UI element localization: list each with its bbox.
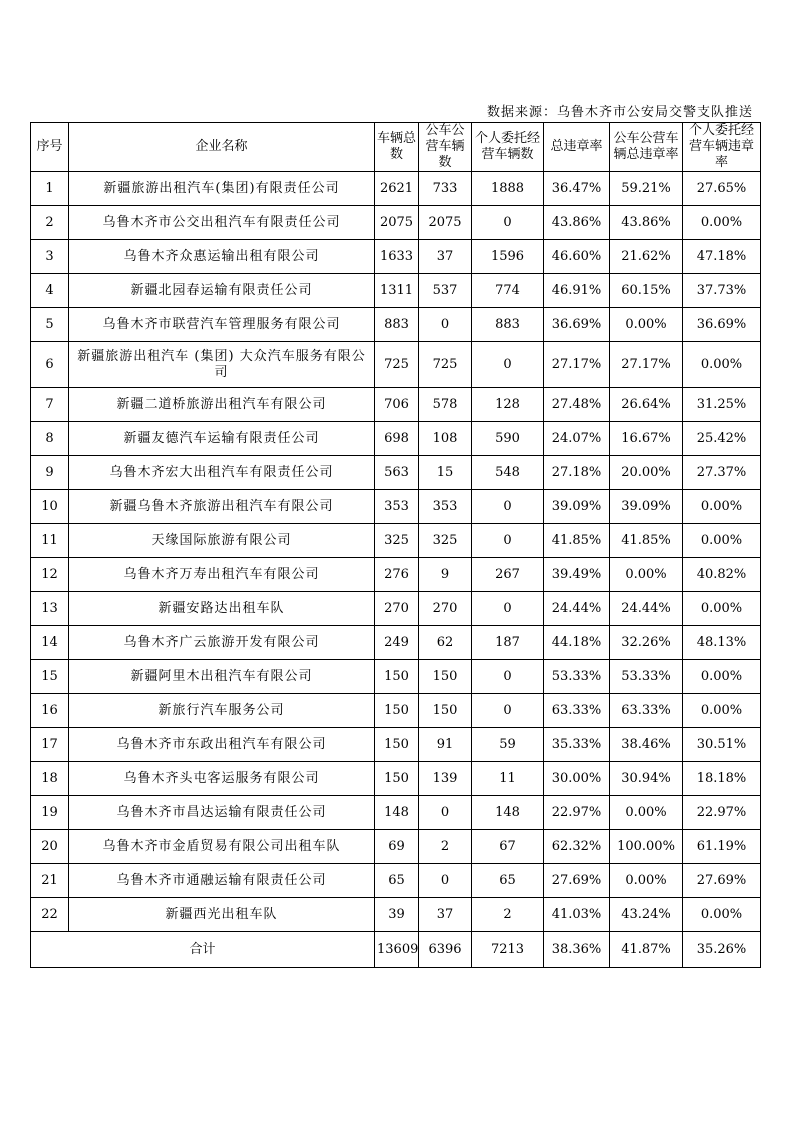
cell-individual-violation-rate: 27.65% [683, 172, 761, 206]
cell-company-violation-rate: 39.09% [610, 490, 683, 524]
cell-individual-violation-rate: 0.00% [683, 206, 761, 240]
cell-total-violation-rate: 30.00% [544, 762, 610, 796]
total-vehicles: 13609 [375, 932, 419, 968]
cell-company-operated: 0 [419, 308, 472, 342]
cell-total-vehicles: 325 [375, 524, 419, 558]
cell-individual-operated: 128 [472, 388, 544, 422]
cell-company-violation-rate: 59.21% [610, 172, 683, 206]
cell-company-name: 新疆北园春运输有限责任公司 [69, 274, 375, 308]
cell-company-name: 新疆旅游出租汽车 (集团) 大众汽车服务有限公司 [69, 342, 375, 388]
header-company-operated: 公车公营车辆数 [419, 123, 472, 172]
cell-total-vehicles: 39 [375, 898, 419, 932]
cell-company-name: 乌鲁木齐市通融运输有限责任公司 [69, 864, 375, 898]
cell-index: 3 [31, 240, 69, 274]
table-row [31, 388, 761, 422]
cell-company-operated: 150 [419, 694, 472, 728]
cell-index: 22 [31, 898, 69, 932]
cell-company-name: 新疆二道桥旅游出租汽车有限公司 [69, 388, 375, 422]
cell-company-name: 乌鲁木齐市联营汽车管理服务有限公司 [69, 308, 375, 342]
cell-total-violation-rate: 36.69% [544, 308, 610, 342]
cell-company-operated: 578 [419, 388, 472, 422]
table-row [31, 796, 761, 830]
cell-index: 13 [31, 592, 69, 626]
cell-company-name: 新疆友德汽车运输有限责任公司 [69, 422, 375, 456]
cell-individual-operated: 0 [472, 660, 544, 694]
cell-company-violation-rate: 26.64% [610, 388, 683, 422]
cell-individual-violation-rate: 48.13% [683, 626, 761, 660]
cell-total-vehicles: 706 [375, 388, 419, 422]
header-index: 序号 [31, 123, 69, 172]
table-row [31, 830, 761, 864]
table-row [31, 660, 761, 694]
cell-total-vehicles: 276 [375, 558, 419, 592]
table-row [31, 490, 761, 524]
table-row [31, 728, 761, 762]
cell-individual-violation-rate: 0.00% [683, 342, 761, 388]
cell-individual-operated: 148 [472, 796, 544, 830]
table-row [31, 694, 761, 728]
cell-total-violation-rate: 62.32% [544, 830, 610, 864]
cell-company-operated: 37 [419, 240, 472, 274]
cell-total-violation-rate: 35.33% [544, 728, 610, 762]
cell-total-violation-rate: 36.47% [544, 172, 610, 206]
cell-index: 19 [31, 796, 69, 830]
table-total-row [31, 932, 761, 968]
cell-individual-violation-rate: 36.69% [683, 308, 761, 342]
cell-index: 21 [31, 864, 69, 898]
cell-individual-operated: 267 [472, 558, 544, 592]
table-row [31, 524, 761, 558]
cell-individual-operated: 187 [472, 626, 544, 660]
cell-company-name: 新疆旅游出租汽车(集团)有限责任公司 [69, 172, 375, 206]
cell-company-name: 新旅行汽车服务公司 [69, 694, 375, 728]
cell-individual-violation-rate: 25.42% [683, 422, 761, 456]
cell-company-name: 乌鲁木齐市昌达运输有限责任公司 [69, 796, 375, 830]
cell-index: 10 [31, 490, 69, 524]
table-row [31, 592, 761, 626]
table-row [31, 342, 761, 388]
cell-company-violation-rate: 53.33% [610, 660, 683, 694]
cell-index: 12 [31, 558, 69, 592]
cell-individual-violation-rate: 0.00% [683, 694, 761, 728]
cell-total-vehicles: 1311 [375, 274, 419, 308]
cell-index: 20 [31, 830, 69, 864]
cell-total-vehicles: 150 [375, 728, 419, 762]
cell-individual-operated: 2 [472, 898, 544, 932]
cell-total-vehicles: 270 [375, 592, 419, 626]
cell-index: 8 [31, 422, 69, 456]
cell-company-name: 乌鲁木齐万寿出租汽车有限公司 [69, 558, 375, 592]
cell-total-vehicles: 2075 [375, 206, 419, 240]
cell-company-operated: 2075 [419, 206, 472, 240]
cell-individual-operated: 0 [472, 694, 544, 728]
cell-company-violation-rate: 21.62% [610, 240, 683, 274]
cell-index: 9 [31, 456, 69, 490]
cell-company-operated: 9 [419, 558, 472, 592]
cell-company-violation-rate: 60.15% [610, 274, 683, 308]
cell-company-violation-rate: 0.00% [610, 864, 683, 898]
cell-total-violation-rate: 27.69% [544, 864, 610, 898]
cell-company-violation-rate: 38.46% [610, 728, 683, 762]
cell-company-violation-rate: 32.26% [610, 626, 683, 660]
header-company-name: 企业名称 [69, 123, 375, 172]
cell-company-operated: 733 [419, 172, 472, 206]
cell-total-vehicles: 150 [375, 762, 419, 796]
cell-company-name: 乌鲁木齐宏大出租汽车有限责任公司 [69, 456, 375, 490]
cell-company-violation-rate: 43.86% [610, 206, 683, 240]
cell-company-operated: 150 [419, 660, 472, 694]
cell-company-violation-rate: 27.17% [610, 342, 683, 388]
cell-individual-operated: 11 [472, 762, 544, 796]
cell-total-vehicles: 725 [375, 342, 419, 388]
table-row [31, 626, 761, 660]
table-row [31, 172, 761, 206]
cell-total-vehicles: 150 [375, 660, 419, 694]
cell-individual-operated: 65 [472, 864, 544, 898]
cell-total-violation-rate: 41.03% [544, 898, 610, 932]
cell-individual-operated: 1888 [472, 172, 544, 206]
cell-index: 1 [31, 172, 69, 206]
cell-individual-violation-rate: 37.73% [683, 274, 761, 308]
cell-company-violation-rate: 63.33% [610, 694, 683, 728]
header-individual-operated: 个人委托经营车辆数 [472, 123, 544, 172]
cell-individual-violation-rate: 0.00% [683, 490, 761, 524]
cell-total-vehicles: 2621 [375, 172, 419, 206]
cell-company-violation-rate: 0.00% [610, 558, 683, 592]
cell-company-operated: 0 [419, 796, 472, 830]
cell-total-violation-rate: 46.91% [544, 274, 610, 308]
cell-index: 14 [31, 626, 69, 660]
header-company-violation-rate: 公车公营车辆总违章率 [610, 123, 683, 172]
cell-company-name: 乌鲁木齐众惠运输出租有限公司 [69, 240, 375, 274]
cell-individual-violation-rate: 30.51% [683, 728, 761, 762]
cell-company-operated: 0 [419, 864, 472, 898]
cell-total-vehicles: 249 [375, 626, 419, 660]
cell-company-name: 天缘国际旅游有限公司 [69, 524, 375, 558]
cell-company-name: 乌鲁木齐市金盾贸易有限公司出租车队 [69, 830, 375, 864]
cell-company-operated: 537 [419, 274, 472, 308]
cell-company-operated: 325 [419, 524, 472, 558]
table-row [31, 206, 761, 240]
table-row [31, 240, 761, 274]
table-row [31, 898, 761, 932]
cell-total-violation-rate: 39.49% [544, 558, 610, 592]
cell-company-operated: 353 [419, 490, 472, 524]
cell-total-violation-rate: 24.07% [544, 422, 610, 456]
cell-total-vehicles: 148 [375, 796, 419, 830]
cell-individual-violation-rate: 0.00% [683, 660, 761, 694]
cell-individual-violation-rate: 18.18% [683, 762, 761, 796]
cell-individual-operated: 59 [472, 728, 544, 762]
cell-individual-violation-rate: 0.00% [683, 592, 761, 626]
total-company-operated: 6396 [419, 932, 472, 968]
cell-index: 6 [31, 342, 69, 388]
cell-company-violation-rate: 16.67% [610, 422, 683, 456]
table-header-row [31, 123, 761, 172]
cell-total-vehicles: 1633 [375, 240, 419, 274]
cell-total-violation-rate: 27.17% [544, 342, 610, 388]
cell-individual-violation-rate: 40.82% [683, 558, 761, 592]
cell-company-name: 新疆安路达出租车队 [69, 592, 375, 626]
table-row [31, 308, 761, 342]
cell-total-vehicles: 65 [375, 864, 419, 898]
cell-company-violation-rate: 41.85% [610, 524, 683, 558]
cell-total-violation-rate: 22.97% [544, 796, 610, 830]
cell-individual-operated: 590 [472, 422, 544, 456]
cell-company-name: 乌鲁木齐市东政出租汽车有限公司 [69, 728, 375, 762]
cell-company-operated: 62 [419, 626, 472, 660]
cell-individual-operated: 0 [472, 206, 544, 240]
total-violation-rate: 38.36% [544, 932, 610, 968]
table-row [31, 864, 761, 898]
table-row [31, 558, 761, 592]
header-individual-violation-rate: 个人委托经营车辆违章率 [683, 123, 761, 172]
cell-company-violation-rate: 20.00% [610, 456, 683, 490]
cell-individual-operated: 774 [472, 274, 544, 308]
cell-total-violation-rate: 63.33% [544, 694, 610, 728]
cell-company-name: 新疆阿里木出租汽车有限公司 [69, 660, 375, 694]
cell-individual-operated: 67 [472, 830, 544, 864]
cell-total-violation-rate: 53.33% [544, 660, 610, 694]
cell-index: 18 [31, 762, 69, 796]
cell-company-name: 乌鲁木齐市公交出租汽车有限责任公司 [69, 206, 375, 240]
cell-index: 2 [31, 206, 69, 240]
data-source-note: 数据来源：乌鲁木齐市公安局交警支队推送 [486, 105, 753, 120]
cell-total-violation-rate: 41.85% [544, 524, 610, 558]
cell-company-name: 新疆乌鲁木齐旅游出租汽车有限公司 [69, 490, 375, 524]
cell-company-operated: 725 [419, 342, 472, 388]
cell-company-violation-rate: 100.00% [610, 830, 683, 864]
cell-company-violation-rate: 30.94% [610, 762, 683, 796]
cell-individual-operated: 0 [472, 490, 544, 524]
cell-individual-operated: 0 [472, 342, 544, 388]
cell-individual-operated: 0 [472, 524, 544, 558]
cell-index: 11 [31, 524, 69, 558]
table-row [31, 422, 761, 456]
cell-individual-violation-rate: 0.00% [683, 898, 761, 932]
cell-individual-violation-rate: 61.19% [683, 830, 761, 864]
cell-company-operated: 91 [419, 728, 472, 762]
cell-total-violation-rate: 44.18% [544, 626, 610, 660]
cell-individual-operated: 883 [472, 308, 544, 342]
cell-total-violation-rate: 39.09% [544, 490, 610, 524]
cell-total-violation-rate: 43.86% [544, 206, 610, 240]
cell-company-name: 新疆西光出租车队 [69, 898, 375, 932]
total-label: 合计 [31, 932, 375, 968]
cell-total-vehicles: 353 [375, 490, 419, 524]
table-row [31, 762, 761, 796]
cell-company-operated: 15 [419, 456, 472, 490]
header-total-violation-rate: 总违章率 [544, 123, 610, 172]
cell-individual-violation-rate: 22.97% [683, 796, 761, 830]
cell-individual-operated: 0 [472, 592, 544, 626]
cell-total-vehicles: 563 [375, 456, 419, 490]
cell-index: 16 [31, 694, 69, 728]
cell-total-violation-rate: 27.18% [544, 456, 610, 490]
cell-total-vehicles: 150 [375, 694, 419, 728]
cell-company-operated: 270 [419, 592, 472, 626]
cell-company-name: 乌鲁木齐头屯客运服务有限公司 [69, 762, 375, 796]
cell-index: 17 [31, 728, 69, 762]
total-company-violation-rate: 41.87% [610, 932, 683, 968]
cell-total-violation-rate: 46.60% [544, 240, 610, 274]
header-total-vehicles: 车辆总数 [375, 123, 419, 172]
table-row [31, 456, 761, 490]
cell-total-violation-rate: 24.44% [544, 592, 610, 626]
cell-total-vehicles: 883 [375, 308, 419, 342]
table-row [31, 274, 761, 308]
total-individual-operated: 7213 [472, 932, 544, 968]
cell-company-violation-rate: 0.00% [610, 308, 683, 342]
cell-total-vehicles: 698 [375, 422, 419, 456]
cell-company-operated: 139 [419, 762, 472, 796]
cell-company-operated: 108 [419, 422, 472, 456]
total-individual-violation-rate: 35.26% [683, 932, 761, 968]
violation-rate-table [30, 122, 761, 968]
cell-individual-violation-rate: 31.25% [683, 388, 761, 422]
cell-company-operated: 37 [419, 898, 472, 932]
cell-company-violation-rate: 0.00% [610, 796, 683, 830]
cell-company-violation-rate: 43.24% [610, 898, 683, 932]
cell-company-violation-rate: 24.44% [610, 592, 683, 626]
cell-total-vehicles: 69 [375, 830, 419, 864]
cell-company-name: 乌鲁木齐广云旅游开发有限公司 [69, 626, 375, 660]
cell-company-operated: 2 [419, 830, 472, 864]
cell-index: 7 [31, 388, 69, 422]
cell-index: 5 [31, 308, 69, 342]
cell-index: 4 [31, 274, 69, 308]
cell-index: 15 [31, 660, 69, 694]
cell-individual-operated: 1596 [472, 240, 544, 274]
cell-total-violation-rate: 27.48% [544, 388, 610, 422]
cell-individual-violation-rate: 27.37% [683, 456, 761, 490]
cell-individual-violation-rate: 27.69% [683, 864, 761, 898]
cell-individual-operated: 548 [472, 456, 544, 490]
cell-individual-violation-rate: 47.18% [683, 240, 761, 274]
cell-individual-violation-rate: 0.00% [683, 524, 761, 558]
